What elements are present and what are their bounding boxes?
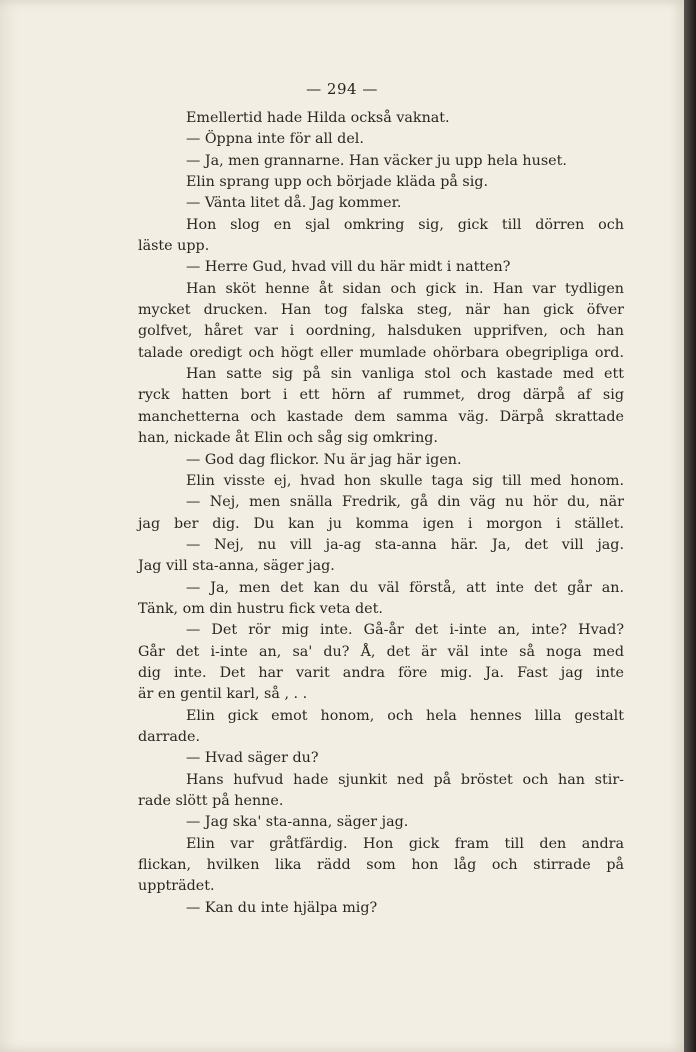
text-line: jag ber dig. Du kan ju komma igen i morgon i stället. <box>138 515 624 532</box>
text-line: Han sköt henne åt sidan och gick in. Han var tydligen <box>186 280 624 297</box>
text-line: talade oredigt och högt eller mumlade ohörbara obegripliga ord. <box>138 344 624 361</box>
text-line: flickan, hvilken lika rädd som hon låg och stirrade på <box>138 857 624 874</box>
text-line: rade slött på henne. <box>138 793 284 809</box>
text-line: Elin visste ej, hvad hon skulle taga sig till med honom. <box>186 472 624 489</box>
text-line: Emellertid hade Hilda också vaknat. <box>186 110 450 126</box>
text-line: — Nej, men snälla Fredrik, gå din väg nu hör du, när <box>186 494 624 511</box>
text-line: mycket drucken. Han tog falska steg, när han gick öfver <box>138 302 624 319</box>
text-line: — Jag ska' sta-anna, säger jag. <box>186 814 409 831</box>
text-line: Elin gick emot honom, och hela hennes lilla gestalt <box>186 707 624 724</box>
text-line: darrade. <box>138 728 201 745</box>
text-line: — Hvad säger du? <box>186 750 319 767</box>
text-line: ryck hatten bort i ett hörn af rummet, drog därpå af sig <box>138 387 624 404</box>
text-line: Hon slog en sjal omkring sig, gick till dörren och <box>186 216 624 233</box>
text-line: uppträdet. <box>138 878 215 895</box>
text-line: manchetterna och kastade dem samma väg. Därpå skrattade <box>138 408 624 425</box>
text-line: Tänk, om din hustru fick veta det. <box>138 600 383 617</box>
text-line: — Vänta litet då. Jag kommer. <box>186 195 402 212</box>
text-line: — Herre Gud, hvad vill du här midt i natten? <box>186 259 511 276</box>
page-edge <box>684 0 696 1052</box>
text-line: — Kan du inte hjälpa mig? <box>186 899 378 916</box>
text-line: är en gentil karl, så , . . <box>138 686 308 703</box>
text-line: — God dag flickor. Nu är jag här igen. <box>186 451 462 468</box>
text-line: golfvet, håret var i oordning, halsduken upprifven, och han <box>138 323 624 340</box>
text-line: han, nickade åt Elin och såg sig omkring. <box>138 430 438 447</box>
text-line: — Öppna inte för all del. <box>186 131 364 148</box>
text-line: — Ja, men det kan du väl förstå, att inte det går an. <box>186 579 624 596</box>
text-line: läste upp. <box>138 238 210 255</box>
text-line: — Ja, men grannarne. Han väcker ju upp hela huset. <box>186 152 567 169</box>
text-line: Elin sprang upp och började kläda på sig. <box>186 174 489 191</box>
text-line: Går det i-inte an, sa' du? Å, det är väl inte så noga med <box>138 643 624 660</box>
text-line: dig inte. Det har varit andra före mig. Ja. Fast jag inte <box>138 664 624 681</box>
text-line: Han satte sig på sin vanliga stol och kastade med ett <box>186 366 624 383</box>
text-line: Elin var gråtfärdig. Hon gick fram till den andra <box>186 835 624 852</box>
text-line: Hans hufvud hade sjunkit ned på bröstet och han stir- <box>186 771 624 788</box>
text-line: — Det rör mig inte. Gå-år det i-inte an, inte? Hvad? <box>186 622 624 639</box>
body-text <box>138 108 624 919</box>
page-number: — 294 — <box>306 80 378 98</box>
text-line: — Nej, nu vill ja-ag sta-anna här. Ja, det vill jag. <box>186 536 624 553</box>
text-line: Jag vill sta-anna, säger jag. <box>138 558 335 575</box>
